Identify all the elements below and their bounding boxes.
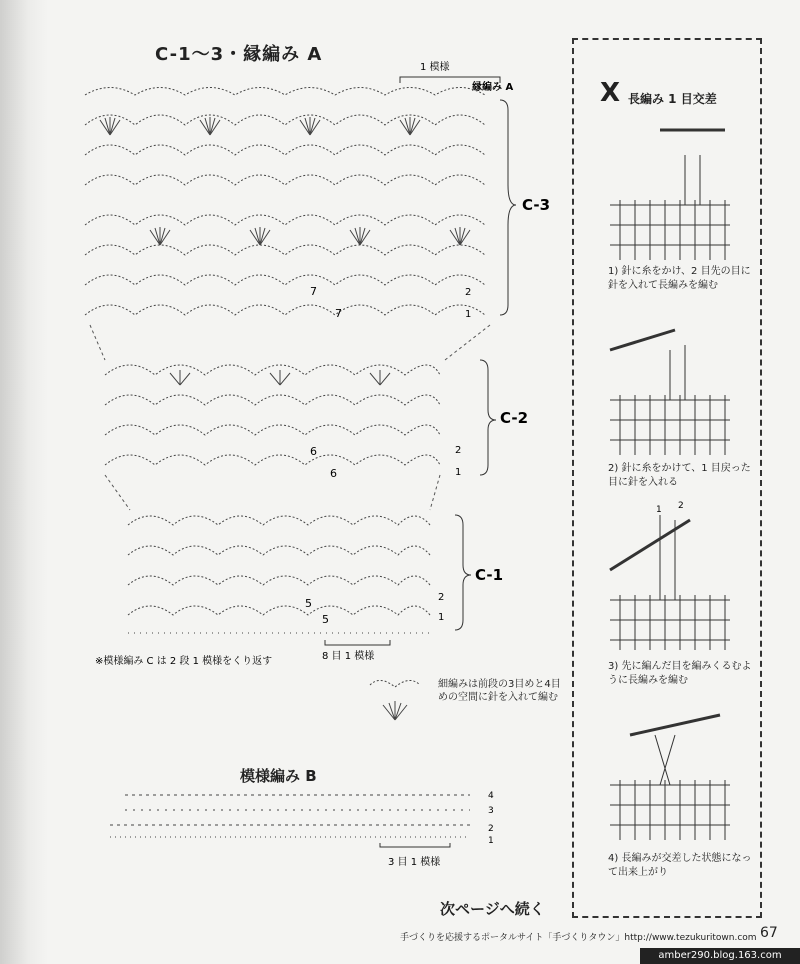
step4-illustration — [600, 705, 750, 845]
b-mark-1: 1 — [488, 836, 494, 846]
step2-illustration — [600, 320, 750, 460]
c3-block — [85, 88, 485, 316]
chart-b-title: 模様編み B — [240, 767, 317, 785]
edging-a-label: 縁編み A — [472, 82, 514, 93]
sc-note: 細編みは前段の3目めと4目めの空間に針を入れて編む — [438, 679, 561, 703]
b-mark-3: 3 — [488, 806, 494, 816]
c3-row-7a: 7 — [310, 285, 317, 298]
panel-title: 長編み 1 目交差 — [628, 92, 717, 106]
step3-caption: 3) 先に編んだ目を編みくるむように長編みを編む — [608, 661, 752, 686]
c1-label: C-1 — [475, 566, 504, 584]
c2-row-6b: 6 — [330, 467, 337, 480]
c2-mark-1: 1 — [455, 467, 462, 478]
c3-row-7b: 7 — [335, 307, 342, 320]
needle-mark-1: 1 — [656, 505, 662, 515]
crossed-stitch-icon: X — [600, 78, 621, 108]
stitch-repeat-label: 8 目 1 模様 — [322, 651, 375, 662]
b-mark-4: 4 — [488, 791, 494, 801]
c1-mark-1: 1 — [438, 612, 445, 623]
b-mark-2: 2 — [488, 824, 494, 834]
chart-b-repeat-label: 3 目 1 模様 — [388, 857, 441, 868]
page-gutter-shadow — [0, 0, 48, 964]
step4-caption: 4) 長編みが交差した状態になって出来上がり — [608, 853, 752, 878]
c1-row-5a: 5 — [305, 597, 312, 610]
c1-block — [128, 516, 430, 633]
pattern-note: ※模様編み C は 2 段 1 模様をくり返す — [95, 656, 273, 667]
sc-symbol-diagram — [365, 675, 425, 725]
blog-watermark: amber290.blog.163.com — [640, 948, 800, 964]
continue-label: 次ページへ続く — [440, 900, 545, 918]
c2-label: C-2 — [500, 409, 529, 427]
c1-row-5b: 5 — [322, 613, 329, 626]
step3-illustration — [600, 500, 750, 655]
c2-block — [105, 365, 440, 465]
step1-caption: 1) 針に糸をかけ、2 目先の目に針を入れて長編みを編む — [608, 266, 751, 291]
chart-a-diagram — [60, 55, 560, 675]
page-number: 67 — [760, 925, 778, 941]
c1-mark-2: 2 — [438, 592, 445, 603]
c3-label: C-3 — [522, 196, 551, 214]
page-title: C-1～3・縁編み A — [155, 44, 323, 65]
step1-illustration — [600, 125, 750, 265]
c2-row-6a: 6 — [310, 445, 317, 458]
needle-mark-2: 2 — [678, 501, 684, 511]
c3-mark-1: 1 — [465, 309, 472, 320]
chart-b-diagram — [100, 785, 520, 875]
c3-mark-2: 2 — [465, 287, 472, 298]
footer-text: 手づくりを応援するポータルサイト「手づくりタウン」http://www.tezukuritown.com — [400, 933, 757, 943]
repeat-label-a: 1 模様 — [420, 62, 450, 73]
c2-mark-2: 2 — [455, 445, 462, 456]
step2-caption: 2) 針に糸をかけて、1 目戻った目に針を入れる — [608, 463, 751, 488]
